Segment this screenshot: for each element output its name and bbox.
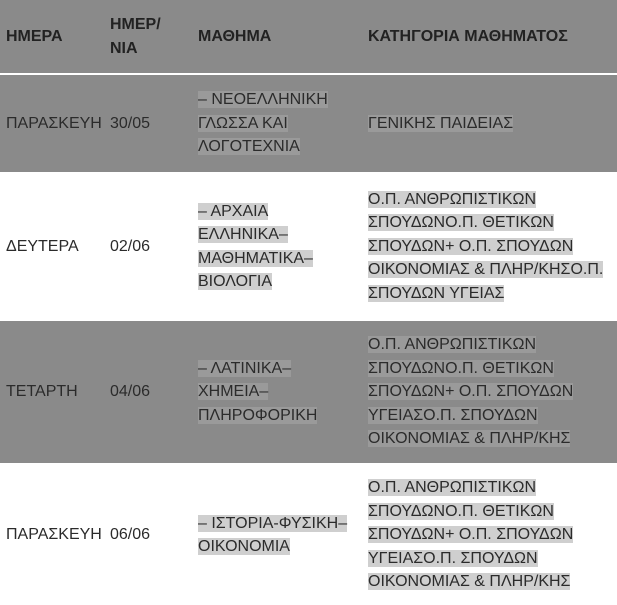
category-line-text: ΟΙΚΟΝΟΜΙΑΣ & ΠΛΗΡ/ΚΗΣ — [368, 573, 571, 591]
category-line-text: Ο.Π. ΑΝΘΡΩΠΙΣΤΙΚΩΝ — [368, 190, 537, 208]
category-line — [368, 427, 617, 451]
category-line — [368, 500, 617, 524]
category-line-text: ΣΠΟΥΔΩΝΟ.Π. ΘΕΤΙΚΩΝ — [368, 214, 554, 232]
category-line — [368, 380, 617, 404]
cell-category — [363, 465, 617, 605]
subject-line — [198, 535, 363, 559]
subject-line-text: ΒΙΟΛΟΓΙΑ — [198, 273, 272, 290]
category-line-text: ΣΠΟΥΔΩΝ+ Ο.Π. ΣΠΟΥΔΩΝ — [368, 383, 574, 401]
subject-line — [198, 112, 363, 136]
header-subject: ΜΑΘΗΜΑ — [193, 0, 363, 73]
cell-day: ΔΕΥΤΕΡΑ — [0, 174, 105, 319]
category-line — [368, 547, 617, 571]
table-row — [0, 321, 617, 463]
cell-subject — [193, 75, 363, 172]
category-line-text: ΣΠΟΥΔΩΝ ΥΓΕΙΑΣ — [368, 284, 505, 302]
category-line — [368, 333, 617, 357]
category-line-text: Ο.Π. ΑΝΘΡΩΠΙΣΤΙΚΩΝ — [368, 336, 537, 354]
category-line-text: ΟΙΚΟΝΟΜΙΑΣ & ΠΛΗΡ/ΚΗΣ — [368, 430, 571, 448]
cell-day: ΤΕΤΑΡΤΗ — [0, 321, 105, 463]
table-header-row — [0, 0, 617, 73]
header-category: ΚΑΤΗΓΟΡΙΑ ΜΑΘΗΜΑΤΟΣ — [363, 0, 617, 73]
subject-line-text: ΛΟΓΟΤΕΧΝΙΑ — [198, 138, 300, 156]
category-line — [368, 357, 617, 381]
subject-line-text: ΜΑΘΗΜΑΤΙΚΑ– — [198, 249, 313, 267]
subject-line — [198, 270, 363, 294]
cell-subject — [193, 321, 363, 463]
category-line-text: ΣΠΟΥΔΩΝ+ Ο.Π. ΣΠΟΥΔΩΝ — [368, 237, 574, 255]
category-line-text: Ο.Π. ΑΝΘΡΩΠΙΣΤΙΚΩΝ — [368, 479, 537, 497]
subject-line — [198, 512, 363, 536]
category-line — [368, 235, 617, 259]
category-line — [368, 258, 617, 282]
cell-date: 04/06 — [105, 321, 193, 463]
header-date — [105, 0, 193, 73]
subject-line-text: ΧΗΜΕΙΑ– — [198, 383, 269, 401]
subject-line — [198, 135, 363, 159]
category-line-text: ΣΠΟΥΔΩΝΟ.Π. ΘΕΤΙΚΩΝ — [368, 502, 554, 520]
cell-category — [363, 321, 617, 463]
category-line-text: ΥΓΕΙΑΣΟ.Π. ΣΠΟΥΔΩΝ — [368, 406, 538, 424]
category-line — [368, 404, 617, 428]
category-line-text: ΓΕΝΙΚΗΣ ΠΑΙΔΕΙΑΣ — [368, 114, 514, 132]
cell-date: 02/06 — [105, 174, 193, 319]
category-line — [368, 211, 617, 235]
table-row — [0, 174, 617, 319]
category-line — [368, 476, 617, 500]
subject-line — [198, 404, 363, 428]
category-line — [368, 282, 617, 306]
subject-line — [198, 380, 363, 404]
cell-date: 30/05 — [105, 75, 193, 172]
cell-subject — [193, 465, 363, 605]
cell-day: ΠΑΡΑΣΚΕΥΗ — [0, 465, 105, 605]
header-date-line1: ΗΜΕΡ/ — [110, 16, 161, 33]
subject-line — [198, 247, 363, 271]
subject-line-text: ΟΙΚΟΝΟΜΙΑ — [198, 538, 290, 555]
cell-subject — [193, 174, 363, 319]
category-line — [368, 188, 617, 212]
subject-line-text: ΠΛΗΡΟΦΟΡΙΚΗ — [198, 406, 318, 424]
category-line — [368, 570, 617, 594]
cell-category — [363, 174, 617, 319]
table-row — [0, 75, 617, 172]
cell-day: ΠΑΡΑΣΚΕΥΗ — [0, 75, 105, 172]
subject-line — [198, 357, 363, 381]
subject-line-text: – ΛΑΤΙΝΙΚΑ– — [198, 359, 292, 377]
category-line-text: ΥΓΕΙΑΣΟ.Π. ΣΠΟΥΔΩΝ — [368, 549, 538, 567]
cell-date: 06/06 — [105, 465, 193, 605]
subject-line-text: – ΙΣΤΟΡΙΑ-ΦΥΣΙΚΗ– — [198, 514, 348, 532]
category-line — [368, 523, 617, 547]
cell-category — [363, 75, 617, 172]
category-line-text: ΟΙΚΟΝΟΜΙΑΣ & ΠΛΗΡ/ΚΗΣΟ.Π. — [368, 261, 604, 279]
subject-line — [198, 200, 363, 224]
category-line-text: ΣΠΟΥΔΩΝΟ.Π. ΘΕΤΙΚΩΝ — [368, 359, 554, 377]
header-date-line2: ΝΙΑ — [110, 39, 138, 57]
subject-line-text: – ΑΡΧΑΙΑ — [198, 202, 269, 220]
subject-line — [198, 88, 363, 112]
subject-line-text: ΕΛΛΗΝΙΚΑ– — [198, 226, 288, 243]
subject-line-text: – ΝΕΟΕΛΛΗΝΙΚΗ — [198, 91, 328, 109]
header-day: ΗΜΕΡΑ — [0, 0, 105, 73]
table-row — [0, 465, 617, 605]
category-line — [368, 112, 617, 136]
subject-line-text: ΓΛΩΣΣΑ ΚΑΙ — [198, 114, 288, 132]
category-line-text: ΣΠΟΥΔΩΝ+ Ο.Π. ΣΠΟΥΔΩΝ — [368, 526, 574, 544]
subject-line — [198, 223, 363, 247]
